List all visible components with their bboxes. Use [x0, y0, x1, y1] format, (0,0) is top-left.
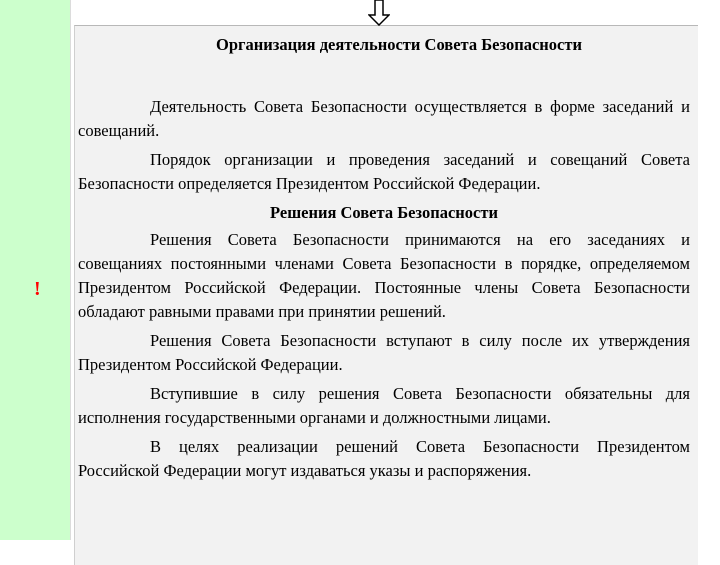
paragraph: Вступившие в силу решения Совета Безопасности обязательны для исполнения государственными органами и должностными лицами. [78, 384, 690, 427]
paragraph: Решения Совета Безопасности принимаются на его заседаниях и совещаниях постоянными членами Совета Безопасности в порядке, определяемом Президентом Российской Федерации. Постоянные члены Совета Безопасности обладают равными правами при принятии решений. [78, 230, 690, 321]
paragraph: Порядок организации и проведения заседаний и совещаний Совета Безопасности определяется Президентом Российской Федерации. [78, 150, 690, 193]
section-heading-organization: Организация деятельности Совета Безопасности [216, 35, 582, 54]
exclamation-icon: ! [34, 278, 41, 300]
down-arrow-icon [368, 0, 390, 26]
left-sidebar [0, 0, 71, 540]
section-heading-decisions: Решения Совета Безопасности [270, 203, 498, 222]
paragraph: Деятельность Совета Безопасности осуществляется в форме заседаний и совещаний. [78, 97, 690, 140]
paragraph: Решения Совета Безопасности вступают в силу после их утверждения Президентом Российской Федерации. [78, 331, 690, 374]
paragraph: В целях реализации решений Совета Безопасности Президентом Российской Федерации могут издаваться указы и распоряжения. [78, 437, 690, 480]
document-body [78, 33, 690, 488]
